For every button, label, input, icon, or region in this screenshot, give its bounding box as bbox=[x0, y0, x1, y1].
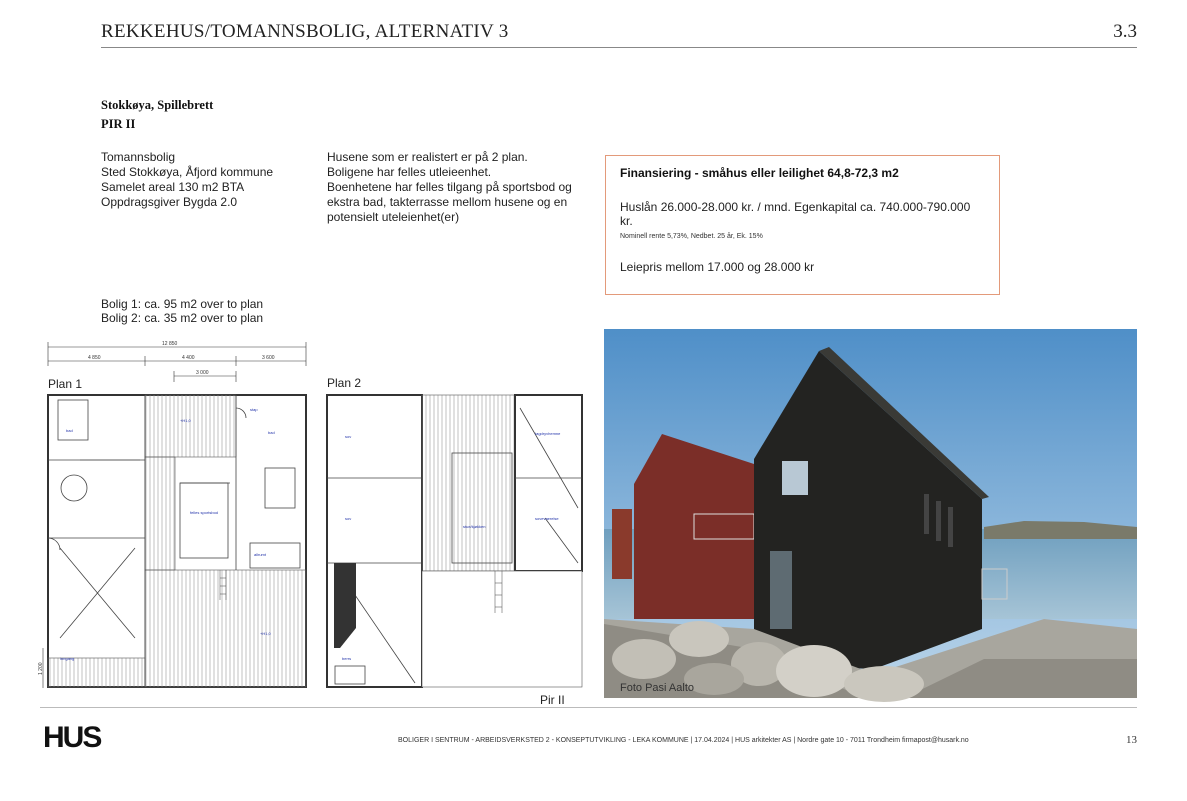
dim-d: 3 000 bbox=[196, 370, 209, 376]
plan-2-drawing bbox=[327, 395, 582, 687]
footer-info: BOLIGER I SENTRUM - ARBEIDSVERKSTED 2 - KONSEPTUTVIKLING - LEKA KOMMUNE | 17.04.2024 | HUS arkitekter AS | Nordre gate 10 - 7011 Trondheim firmapost@husark.no bbox=[398, 737, 969, 744]
svg-text:inngang: inngang bbox=[60, 656, 75, 661]
svg-text:allrumt: allrumt bbox=[254, 552, 267, 557]
plan1-label: Plan 1 bbox=[48, 377, 83, 391]
svg-text:sov: sov bbox=[345, 516, 352, 521]
rock bbox=[776, 645, 852, 697]
financing-rent: Leiepris mellom 17.000 og 28.000 kr bbox=[620, 260, 815, 274]
dim-side: 1 200 bbox=[38, 662, 44, 675]
svg-text:+H1,0: +H1,0 bbox=[180, 418, 191, 423]
info-line: Samelet areal 130 m2 BTA bbox=[101, 180, 245, 194]
svg-text:sovevaerelse: sovevaerelse bbox=[535, 516, 559, 521]
description-line: Boligene har felles utleieenhet. bbox=[327, 165, 492, 179]
dim-total: 12 850 bbox=[162, 341, 178, 347]
svg-text:felles sportsbod: felles sportsbod bbox=[190, 510, 219, 515]
rock bbox=[612, 639, 676, 679]
footer-divider bbox=[40, 707, 1137, 708]
building-photo bbox=[604, 329, 1137, 698]
unit-area-line: Bolig 1: ca. 95 m2 over to plan bbox=[101, 297, 264, 311]
info-line: Oppdragsgiver Bygda 2.0 bbox=[101, 195, 238, 209]
plan2-label: Plan 2 bbox=[327, 376, 362, 390]
financing-note: Nominell rente 5,73%, Nedbet. 25 år, Ek. 15% bbox=[620, 233, 763, 240]
project-name: Stokkøya, Spillebrett bbox=[101, 98, 214, 112]
plan-1-drawing bbox=[48, 395, 306, 687]
description-line: Husene som er realistert er på 2 plan. bbox=[327, 150, 528, 164]
project-subtitle: PIR II bbox=[101, 117, 136, 131]
dim-c: 3 600 bbox=[262, 355, 275, 361]
unit-area-line: Bolig 2: ca. 35 m2 over to plan bbox=[101, 311, 264, 325]
svg-text:berrs: berrs bbox=[342, 656, 352, 661]
pier-label: Pir II bbox=[540, 693, 565, 707]
unit-areas bbox=[101, 297, 263, 325]
dim-b: 4 400 bbox=[182, 355, 195, 361]
svg-text:sov: sov bbox=[345, 434, 352, 439]
svg-text:bad: bad bbox=[66, 428, 73, 433]
photo-credit: Foto Pasi Aalto bbox=[620, 682, 694, 694]
financing-title: Finansiering - småhus eller leilighet 64,8-72,3 m2 bbox=[620, 166, 899, 180]
page-number: 13 bbox=[1126, 734, 1137, 746]
description-line: Boenhetene har felles tilgang på sportsbod og ekstra bad, takterrasse mellom husene og en potensielt uteleienhet(er) bbox=[327, 180, 572, 224]
financing-loan: Huslån 26.000-28.000 kr. / mnd. Egenkapital ca. 740.000-790.000 kr. bbox=[620, 200, 971, 228]
section-number: 3.3 bbox=[1113, 21, 1137, 42]
financing-box bbox=[605, 155, 1000, 295]
svg-text:bad: bad bbox=[268, 430, 275, 435]
page-header bbox=[101, 18, 1137, 48]
rock bbox=[669, 621, 729, 657]
svg-text:tagdryvhemne: tagdryvhemne bbox=[535, 431, 561, 436]
dim-a: 4 850 bbox=[88, 355, 101, 361]
svg-text:stap: stap bbox=[250, 407, 258, 412]
svg-text:+H1,0: +H1,0 bbox=[260, 631, 271, 636]
project-heading bbox=[101, 96, 213, 134]
project-info bbox=[101, 150, 273, 210]
svg-text:stue/kjøkken: stue/kjøkken bbox=[463, 524, 486, 529]
floor-plans bbox=[40, 338, 595, 708]
hus-logo: HUS bbox=[43, 721, 101, 754]
info-line: Tomannsbolig bbox=[101, 150, 176, 164]
info-line: Sted Stokkøya, Åfjord kommune bbox=[101, 165, 274, 179]
project-description bbox=[327, 150, 587, 225]
rock bbox=[844, 666, 924, 702]
page-title: REKKEHUS/TOMANNSBOLIG, ALTERNATIV 3 bbox=[101, 21, 509, 42]
